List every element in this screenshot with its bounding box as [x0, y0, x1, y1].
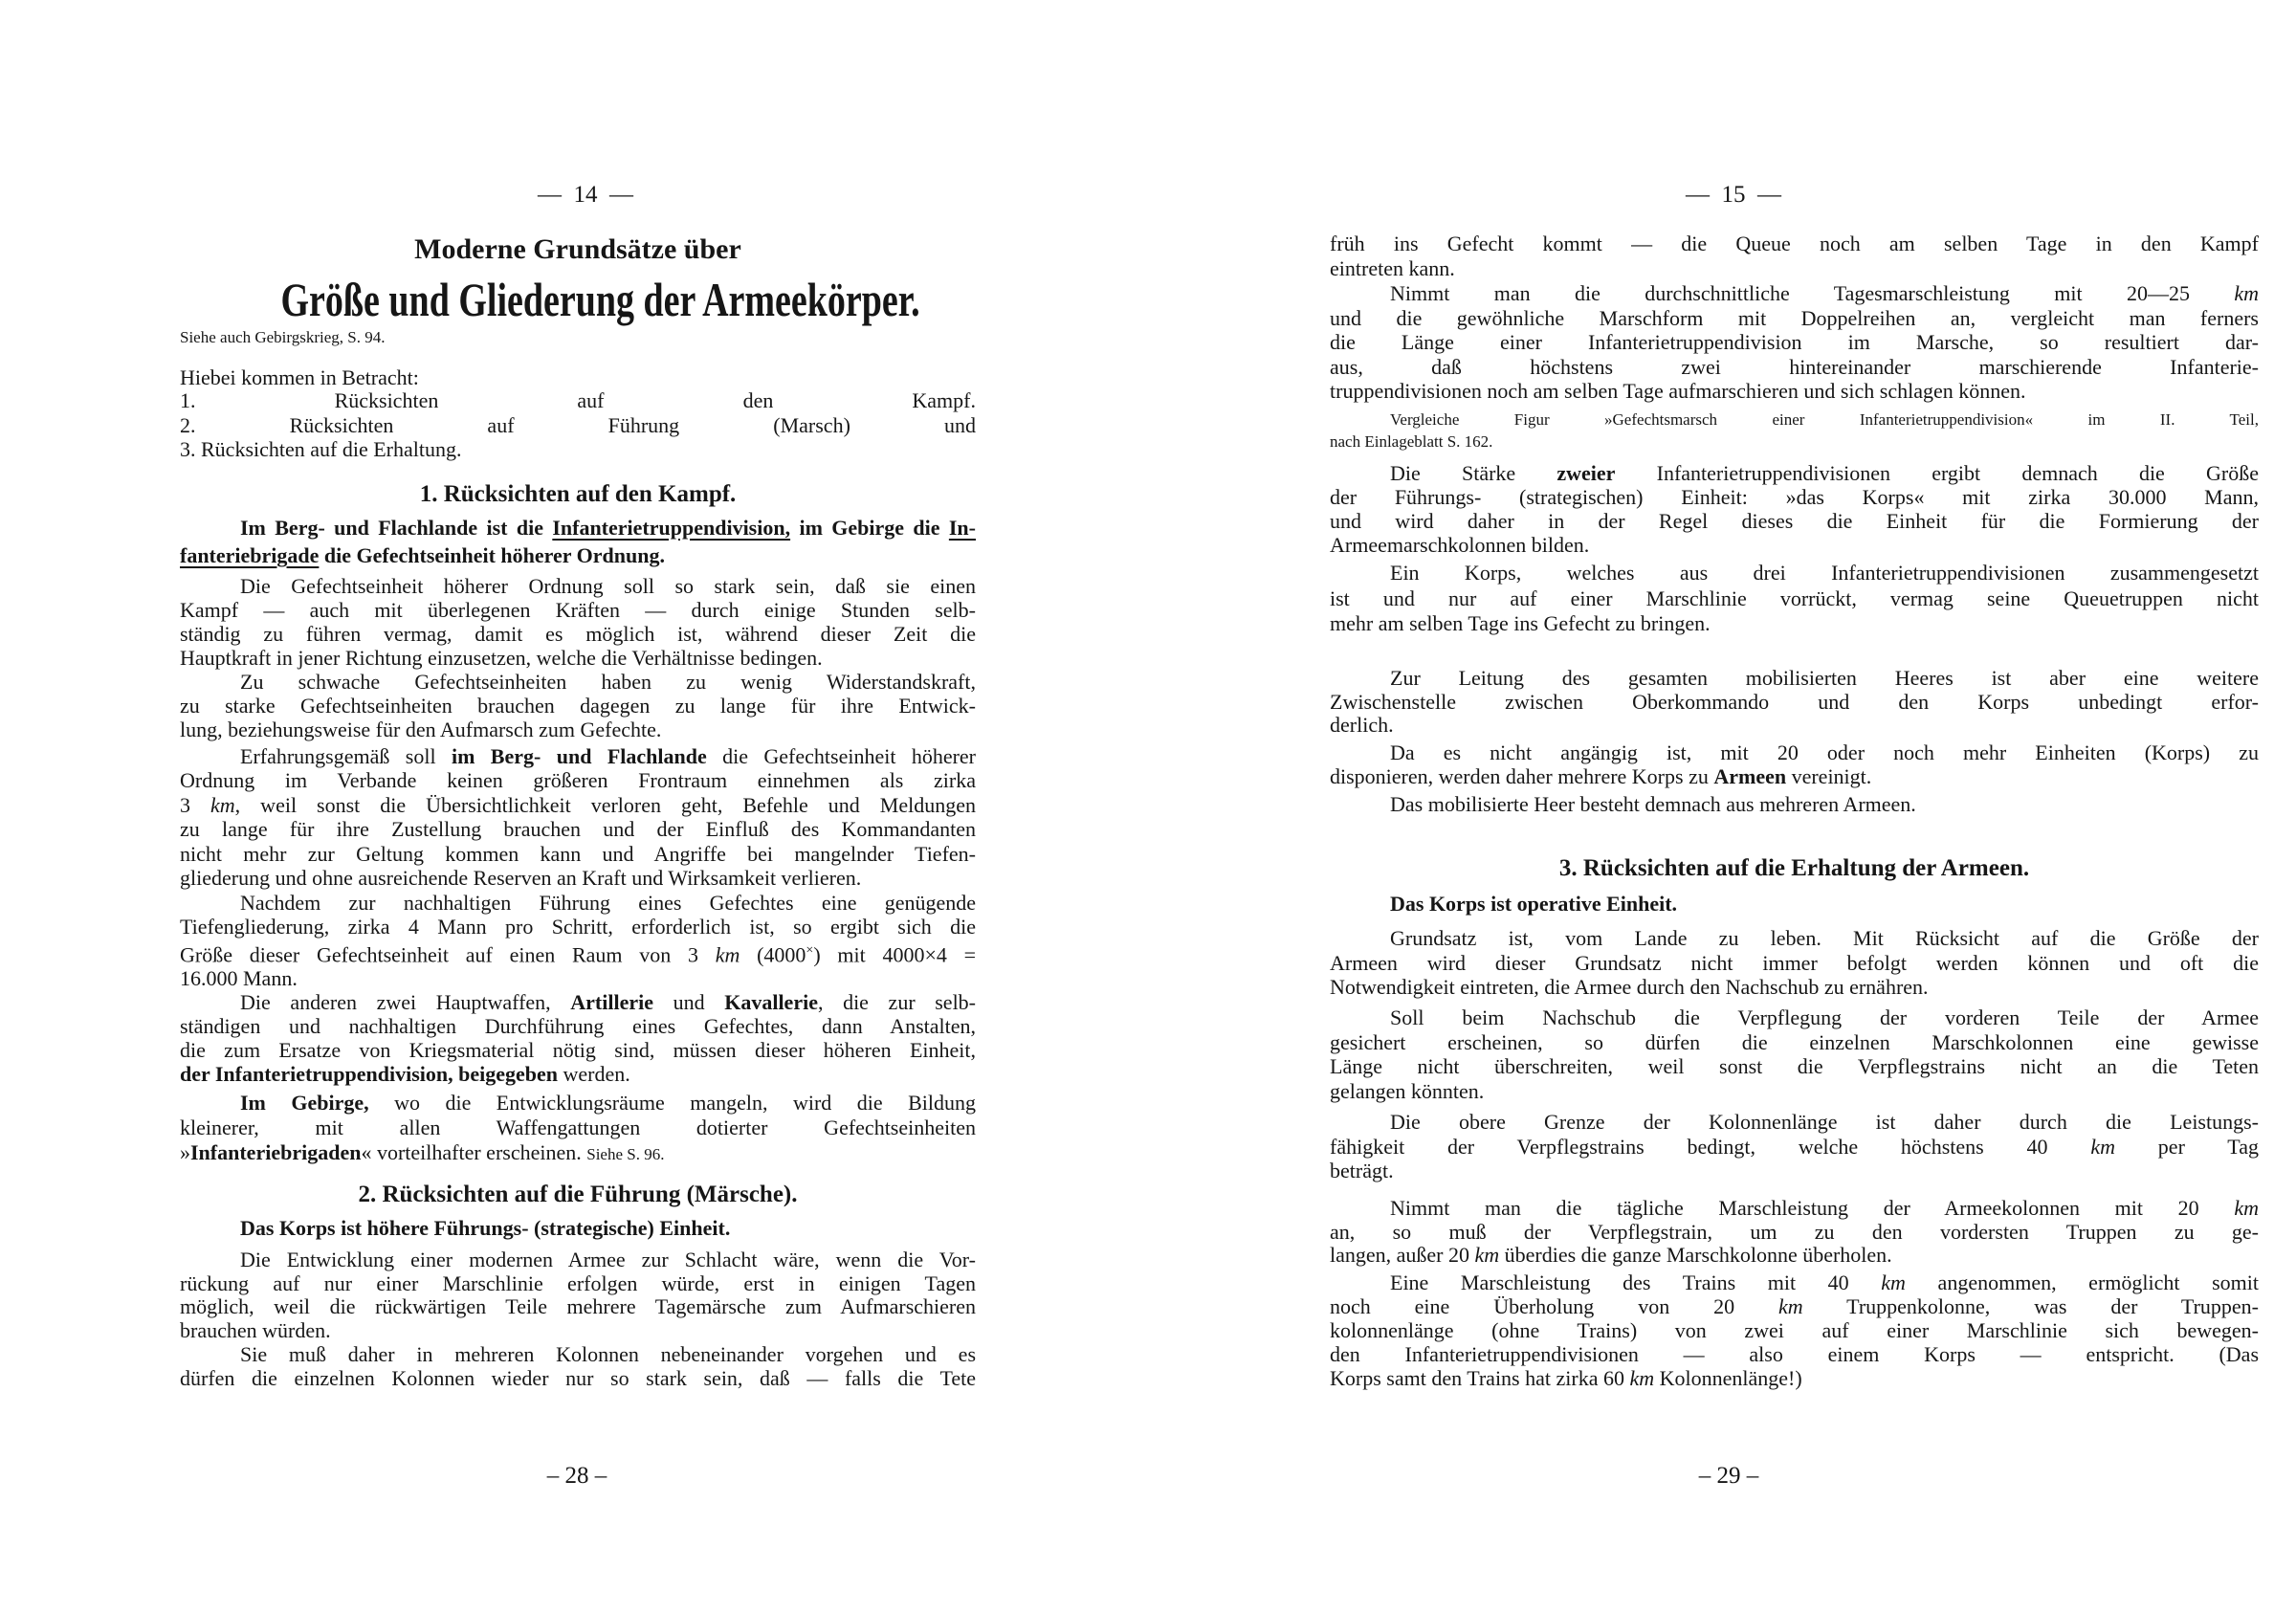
text-segment: kleinerer, mit allen Waffengattungen dotierter Gefechtseinheiten: [180, 1116, 976, 1139]
text-line: [1330, 892, 2259, 916]
text-line: [180, 866, 976, 890]
text-segment: (4000: [740, 942, 806, 967]
text-segment: Grundsatz ist, vom Lande zu leben. Mit Rücksicht auf die Größe der: [1390, 926, 2259, 950]
text-line: [1330, 951, 2259, 976]
text-segment: eintreten kann.: [1330, 256, 1455, 280]
text-segment: Die Stärke: [1390, 461, 1557, 485]
text-segment: gesichert erscheinen, so dürfen die einzelnen Marschkolonnen eine gewisse: [1330, 1029, 2259, 1054]
text-segment: Das mobilisierte Heer besteht demnach aus mehreren Armeen.: [1390, 792, 1916, 816]
text-line: [180, 388, 976, 413]
text-segment: , die zur selb-: [817, 990, 977, 1014]
text-segment: überdies die ganze Marschkolonne überholen.: [1499, 1243, 1892, 1267]
text-segment: und wird daher in der Regel dieses die Einheit für die Formierung der: [1330, 509, 2259, 533]
text-line: [180, 694, 976, 718]
text-segment: Hiebei kommen in Betracht:: [180, 365, 419, 389]
emphasized-text: Armeen: [1713, 764, 1787, 788]
text-line: [180, 1319, 976, 1343]
text-segment: angenommen, ermöglicht somit: [1905, 1271, 2259, 1294]
text-line: [1330, 561, 2259, 586]
text-segment: früh ins Gefecht kommt — die Queue noch am selben Tage in den Kampf: [1330, 232, 2259, 255]
text-segment: dürfen die einzelnen Kolonnen wieder nur so stark sein, daß — falls die Tete: [180, 1366, 976, 1390]
text-segment: Kolonnenlänge!): [1654, 1366, 1802, 1390]
text-segment: Zur Leitung des gesamten mobilisierten Heeres ist aber eine weitere: [1390, 666, 2259, 690]
text-segment: Eine Marschleistung des Trains mit 40: [1390, 1271, 1882, 1294]
text-line: [180, 744, 976, 768]
cross-reference: [180, 326, 976, 348]
text-line: [180, 1182, 976, 1206]
text-segment: und die gewöhnliche Marschform mit Doppelreihen an, vergleicht man ferners: [1330, 305, 2259, 330]
emphasized-text: Infanteriebrigaden: [190, 1140, 362, 1164]
text-line: [180, 1140, 976, 1167]
text-segment: ist und nur auf einer Marschlinie vorrückt, vermag seine Queuetruppen nicht: [1330, 586, 2259, 610]
text-segment: »: [180, 1140, 190, 1164]
chapter-title-text: Größe und Gliederung der Armeekörper.: [280, 273, 920, 326]
text-line: [1330, 509, 2259, 533]
emphasized-text: Im Berg- und Flachlande ist die: [240, 516, 553, 540]
text-segment: Notwendigkeit eintreten, die Armee durch den Nachschub zu ernähren.: [1330, 975, 1929, 999]
paragraph: [1330, 1197, 2259, 1268]
unit-text: km: [2234, 1196, 2259, 1220]
text-segment: Die Gefechtseinheit höherer Ordnung soll so stark sein, daß sie einen: [240, 574, 976, 598]
text-segment: 2. Rücksichten auf Führung (Marsch) und: [180, 412, 976, 437]
text-line: [180, 326, 976, 348]
text-line: [1330, 975, 2259, 1000]
text-line: [180, 1342, 976, 1366]
text-line: [180, 574, 976, 598]
text-line: [1330, 409, 2259, 431]
text-line: [180, 482, 976, 506]
emphasized-text: ×: [806, 943, 814, 958]
text-line: [1330, 1271, 2259, 1294]
text-segment: beträgt.: [1330, 1159, 1394, 1182]
emphasized-text: Im Gebirge,: [240, 1091, 369, 1115]
text-line: [180, 646, 976, 670]
text-segment: kolonnenlänge (ohne Trains) von zwei auf einer Marschlinie sich bewegen-: [1330, 1318, 2259, 1342]
paragraph: [180, 744, 976, 890]
paragraph: [180, 574, 976, 670]
text-segment: Infanterietruppendivisionen ergibt demnach die Größe: [1615, 461, 2259, 485]
text-line: [180, 1248, 976, 1272]
paragraph: [180, 990, 976, 1086]
unit-text: km: [1629, 1366, 1655, 1390]
text-line: [1330, 330, 2259, 355]
unit-text: km: [1474, 1243, 1500, 1267]
text-segment: die zum Ersatze von Kriegsmaterial nötig sind, müssen dieser höheren Einheit,: [180, 1038, 976, 1062]
text-segment: Länge nicht überschreiten, weil sonst die Verpflegstrains nicht an die Teten: [1330, 1054, 2259, 1079]
page-number-top: — 14 —: [538, 182, 633, 208]
text-line: [1330, 281, 2259, 306]
text-line: [1330, 232, 2259, 256]
text-line: [1330, 714, 2259, 738]
text-segment: Die Entwicklung einer modernen Armee zur Schlacht wäre, wenn die Vor-: [240, 1248, 976, 1271]
text-segment: 3. Rücksichten auf die Erhaltung.: [180, 437, 462, 461]
emphasized-text: Das Korps ist operative Einheit.: [1390, 892, 1678, 916]
text-segment: 3. Rücksichten auf die Erhaltung der Armeen.: [1558, 855, 2030, 881]
text-line: [1330, 764, 2259, 788]
emphasized-text: Infanterietruppendivision,: [552, 516, 791, 540]
text-line: [1330, 1244, 2259, 1268]
text-segment: zu lange für ihre Zustellung brauchen und der Einfluß des Kommandanten: [180, 817, 976, 842]
page-number-bottom: – 29 –: [1698, 1463, 1759, 1489]
text-segment: per Tag: [2114, 1134, 2259, 1159]
text-line: [1330, 792, 2259, 816]
unit-text: km: [210, 792, 235, 817]
text-line: [180, 1216, 976, 1240]
text-segment: Korps samt den Trains hat zirka 60: [1330, 1366, 1630, 1390]
text-segment: Tiefengliederung, zirka 4 Mann pro Schritt, erforderlich ist, so ergibt sich die: [180, 915, 976, 939]
key-statement: [180, 514, 976, 569]
text-segment: Nimmt man die tägliche Marschleistung der Armeekolonnen mit 20: [1390, 1196, 2235, 1220]
text-line: [180, 1038, 976, 1062]
text-segment: Armeemarschkolonnen bilden.: [1330, 533, 1590, 557]
text-segment: Zu schwache Gefechtseinheiten haben zu wenig Widerstandskraft,: [240, 670, 976, 694]
unit-text: km: [1778, 1294, 1803, 1318]
text-line: [1330, 691, 2259, 715]
emphasized-text: In-: [948, 516, 976, 540]
section-heading-2: [180, 1182, 976, 1206]
paragraph: [180, 670, 976, 741]
text-line: [180, 1062, 976, 1086]
text-line: [1330, 533, 2259, 557]
paragraph: [180, 1091, 976, 1167]
text-segment: vereinigt.: [1786, 764, 1872, 788]
emphasized-text: Artillerie: [570, 990, 653, 1014]
text-line: [1330, 1005, 2259, 1030]
paragraph: [1330, 792, 2259, 816]
text-segment: nach Einlageblatt S. 162.: [1330, 432, 1493, 451]
text-segment: rückung auf nur einer Marschlinie erfolgen würde, erst in einigen Tagen: [180, 1271, 976, 1295]
emphasized-text: die Gefechtseinheit höherer Ordnung.: [319, 543, 665, 567]
unit-text: km: [1881, 1271, 1906, 1294]
text-segment: Nachdem zur nachhaltigen Führung eines Gefechtes eine genügende: [240, 891, 976, 915]
text-segment: mehr am selben Tage ins Gefecht zu bringen.: [1330, 611, 1711, 635]
text-line: [1330, 1221, 2259, 1245]
unit-text: km: [2090, 1134, 2115, 1159]
emphasized-text: im Gebirge die: [790, 516, 949, 540]
text-segment: Sie muß daher in mehreren Kolonnen nebeneinander vorgehen und es: [240, 1342, 976, 1366]
paragraph: [1330, 1005, 2259, 1104]
text-line: [1330, 856, 2259, 880]
paragraph: [180, 1342, 976, 1390]
text-line: [1330, 740, 2259, 764]
text-segment: die Gefechtseinheit höherer: [706, 744, 977, 768]
text-line: [180, 915, 976, 939]
text-line: [180, 514, 976, 541]
emphasized-text: Kavallerie: [724, 990, 818, 1014]
text-line: [180, 793, 976, 817]
text-segment: Vergleiche Figur »Gefechtsmarsch einer Infanterietruppendivision« im II. Teil,: [1390, 410, 2259, 429]
section-heading-1: [180, 482, 976, 506]
text-line: [180, 1014, 976, 1038]
text-segment: Hauptkraft in jener Richtung einzusetzen, welche die Verhältnisse bedingen.: [180, 646, 823, 670]
text-line: [1330, 461, 2259, 485]
text-segment: Soll beim Nachschub die Verpflegung der vorderen Teile der Armee: [1390, 1005, 2259, 1029]
text-segment: werden.: [558, 1062, 630, 1086]
text-segment: 1. Rücksichten auf den Kampf.: [419, 481, 737, 507]
text-line: [1330, 611, 2259, 637]
text-line: [1330, 1197, 2259, 1221]
text-line: [1330, 256, 2259, 281]
text-segment: derlich.: [1330, 713, 1394, 737]
text-segment: ständig zu führen vermag, damit es möglich ist, während dieser Zeit die: [180, 622, 976, 646]
text-line: [1330, 379, 2259, 404]
text-line: [180, 768, 976, 792]
text-line: [1330, 1159, 2259, 1183]
text-line: [180, 842, 976, 866]
text-segment: die Länge einer Infanterietruppendivision im Marsche, so resultiert dar-: [1330, 330, 2259, 354]
paragraph: [1330, 561, 2259, 637]
text-segment: Größe dieser Gefechtseinheit auf einen Raum von 3: [180, 942, 716, 967]
page-number-bottom: – 28 –: [546, 1463, 607, 1489]
text-segment: disponieren, werden daher mehrere Korps zu: [1330, 764, 1714, 788]
text-segment: Truppenkolonne, was der Truppen-: [1802, 1294, 2260, 1318]
emphasized-text: der Infanterietruppendivision, beigegeben: [180, 1062, 559, 1086]
text-segment: noch eine Überholung von 20: [1330, 1294, 1779, 1318]
text-line: [1330, 1079, 2259, 1104]
text-segment: 1. Rücksichten auf den Kampf.: [180, 388, 976, 412]
text-line: [180, 1091, 976, 1116]
text-line: [180, 1366, 976, 1390]
paragraph: [1330, 232, 2259, 281]
text-segment: « vorteilhafter erscheinen.: [361, 1140, 587, 1164]
text-line: [180, 365, 976, 389]
text-line: [180, 622, 976, 646]
text-segment: wo die Entwicklungsräume mangeln, wird die Bildung: [368, 1091, 976, 1115]
text-line: [180, 413, 976, 438]
text-line: [1330, 485, 2259, 509]
text-segment: langen, außer 20: [1330, 1243, 1475, 1267]
text-segment: lung, beziehungsweise für den Aufmarsch zum Gefechte.: [180, 718, 662, 741]
text-line: [1330, 1030, 2259, 1055]
paragraph: [180, 1248, 976, 1342]
text-segment: 3: [180, 792, 211, 817]
intro-line: [180, 365, 976, 389]
text-segment: ständigen und nachhaltigen Durchführung eines Gefechtes, dann Anstalten,: [180, 1014, 976, 1038]
text-segment: aus, daß höchstens zwei hintereinander marschierende Infanterie-: [1330, 354, 2259, 379]
text-segment: Kampf — auch mit überlegenen Kräften — durch einige Stunden selb-: [180, 598, 976, 622]
chapter-title: [180, 272, 976, 327]
text-line: [180, 939, 976, 966]
text-line: [180, 817, 976, 841]
text-line: [180, 598, 976, 622]
text-line: [1330, 1294, 2259, 1318]
text-segment: Die obere Grenze der Kolonnenlänge ist daher durch die Leistungs-: [1390, 1110, 2259, 1134]
text-line: [1330, 306, 2259, 331]
text-segment: möglich, weil die rückwärtigen Teile mehrere Tagemärsche zum Aufmarschieren: [180, 1294, 976, 1318]
text-line: [1330, 586, 2259, 612]
text-line: [180, 670, 976, 694]
page-number-top: — 15 —: [1686, 182, 1781, 208]
text-line: [180, 718, 976, 741]
paragraph: [1330, 926, 2259, 1000]
text-segment: , weil sonst die Übersichtlichkeit verloren geht, Befehle und Meldungen: [234, 792, 977, 817]
paragraph: [1330, 667, 2259, 738]
text-segment: Da es nicht angängig ist, mit 20 oder noch mehr Einheiten (Korps) zu: [1390, 740, 2259, 764]
key-statement: [1330, 892, 2259, 916]
text-segment: brauchen würden.: [180, 1317, 331, 1342]
text-segment: nicht mehr zur Geltung kommen kann und Angriffe bei mangelnder Tiefen-: [180, 841, 976, 866]
paragraph: [1330, 281, 2259, 404]
numbered-list: [180, 388, 976, 462]
text-line: [1330, 667, 2259, 691]
text-segment: Nimmt man die durchschnittliche Tagesmarschleistung mit 20—25: [1390, 281, 2235, 305]
text-line: [1330, 1318, 2259, 1342]
unit-text: km: [715, 942, 740, 967]
text-segment: gelangen könnten.: [1330, 1079, 1485, 1104]
text-line: [180, 1116, 976, 1140]
emphasized-text: im Berg- und Flachlande: [451, 744, 707, 768]
paragraph: [1330, 1110, 2259, 1183]
paragraph: [180, 891, 976, 990]
text-line: [180, 437, 976, 462]
text-line: [1330, 1366, 2259, 1390]
text-line: [180, 541, 976, 569]
text-segment: Zwischenstelle zwischen Oberkommando und den Korps unbedingt erfor-: [1330, 689, 2259, 714]
small-reference: Siehe S. 96.: [586, 1145, 665, 1163]
emphasized-text: fanteriebrigade: [180, 543, 320, 567]
right-page: [1148, 0, 2296, 1613]
paragraph: [1330, 740, 2259, 788]
section-heading-3: [1330, 856, 2259, 880]
text-segment: Die anderen zwei Hauptwaffen,: [240, 990, 571, 1014]
key-statement: [180, 1216, 976, 1240]
text-segment: Armeen wird dieser Grundsatz nicht immer befolgt werden können und oft die: [1330, 950, 2259, 975]
text-line: [1330, 1110, 2259, 1135]
text-line: [180, 1295, 976, 1319]
text-line: [180, 966, 976, 990]
text-segment: gliederung und ohne ausreichende Reserven an Kraft und Wirksamkeit verlieren.: [180, 866, 862, 891]
text-segment: den Infanterietruppendivisionen — also einem Korps — entspricht. (Das: [1330, 1342, 2259, 1366]
unit-text: km: [2234, 281, 2259, 305]
text-line: [1330, 1342, 2259, 1366]
text-segment: fähigkeit der Verpflegstrains bedingt, welche höchstens 40: [1330, 1134, 2091, 1159]
text-line: [180, 990, 976, 1014]
text-segment: an, so muß der Verpflegstrain, um zu den vordersten Truppen zu ge-: [1330, 1219, 2259, 1244]
text-segment: und: [653, 990, 725, 1014]
paragraph: [1330, 1271, 2259, 1390]
text-line: [180, 1272, 976, 1296]
text-segment: zu starke Gefechtseinheiten brauchen dagegen zu lange für ihre Entwick-: [180, 694, 976, 718]
text-segment: 16.000 Mann.: [180, 966, 298, 991]
text-line: [1330, 1135, 2259, 1160]
figure-reference: [1330, 409, 2259, 453]
text-segment: Ein Korps, welches aus drei Infanterietruppendivisionen zusammengesetzt: [1390, 561, 2259, 585]
paragraph: [1330, 461, 2259, 557]
text-segment: der Führungs- (strategischen) Einheit: »das Korps« mit zirka 30.000 Mann,: [1330, 485, 2259, 509]
text-segment: Ordnung im Verbande keinen größeren Frontraum einnehmen als zirka: [180, 768, 976, 793]
text-segment: Siehe auch Gebirgskrieg, S. 94.: [180, 328, 386, 346]
text-line: [1330, 355, 2259, 380]
chapter-subtitle: Moderne Grundsätze über: [414, 233, 741, 265]
text-line: [1330, 926, 2259, 951]
text-segment: 2. Rücksichten auf die Führung (Märsche).: [358, 1182, 798, 1207]
text-line: [180, 891, 976, 915]
emphasized-text: zweier: [1556, 461, 1616, 485]
emphasized-text: Das Korps ist höhere Führungs- (strategische) Einheit.: [240, 1216, 731, 1240]
text-line: [1330, 431, 2259, 453]
text-segment: truppendivisionen noch am selben Tage aufmarschieren und sich schlagen können.: [1330, 379, 2026, 403]
text-segment: ) mit 4000×4 =: [813, 942, 977, 967]
text-line: [1330, 1054, 2259, 1079]
text-segment: Erfahrungsgemäß soll: [240, 744, 452, 768]
